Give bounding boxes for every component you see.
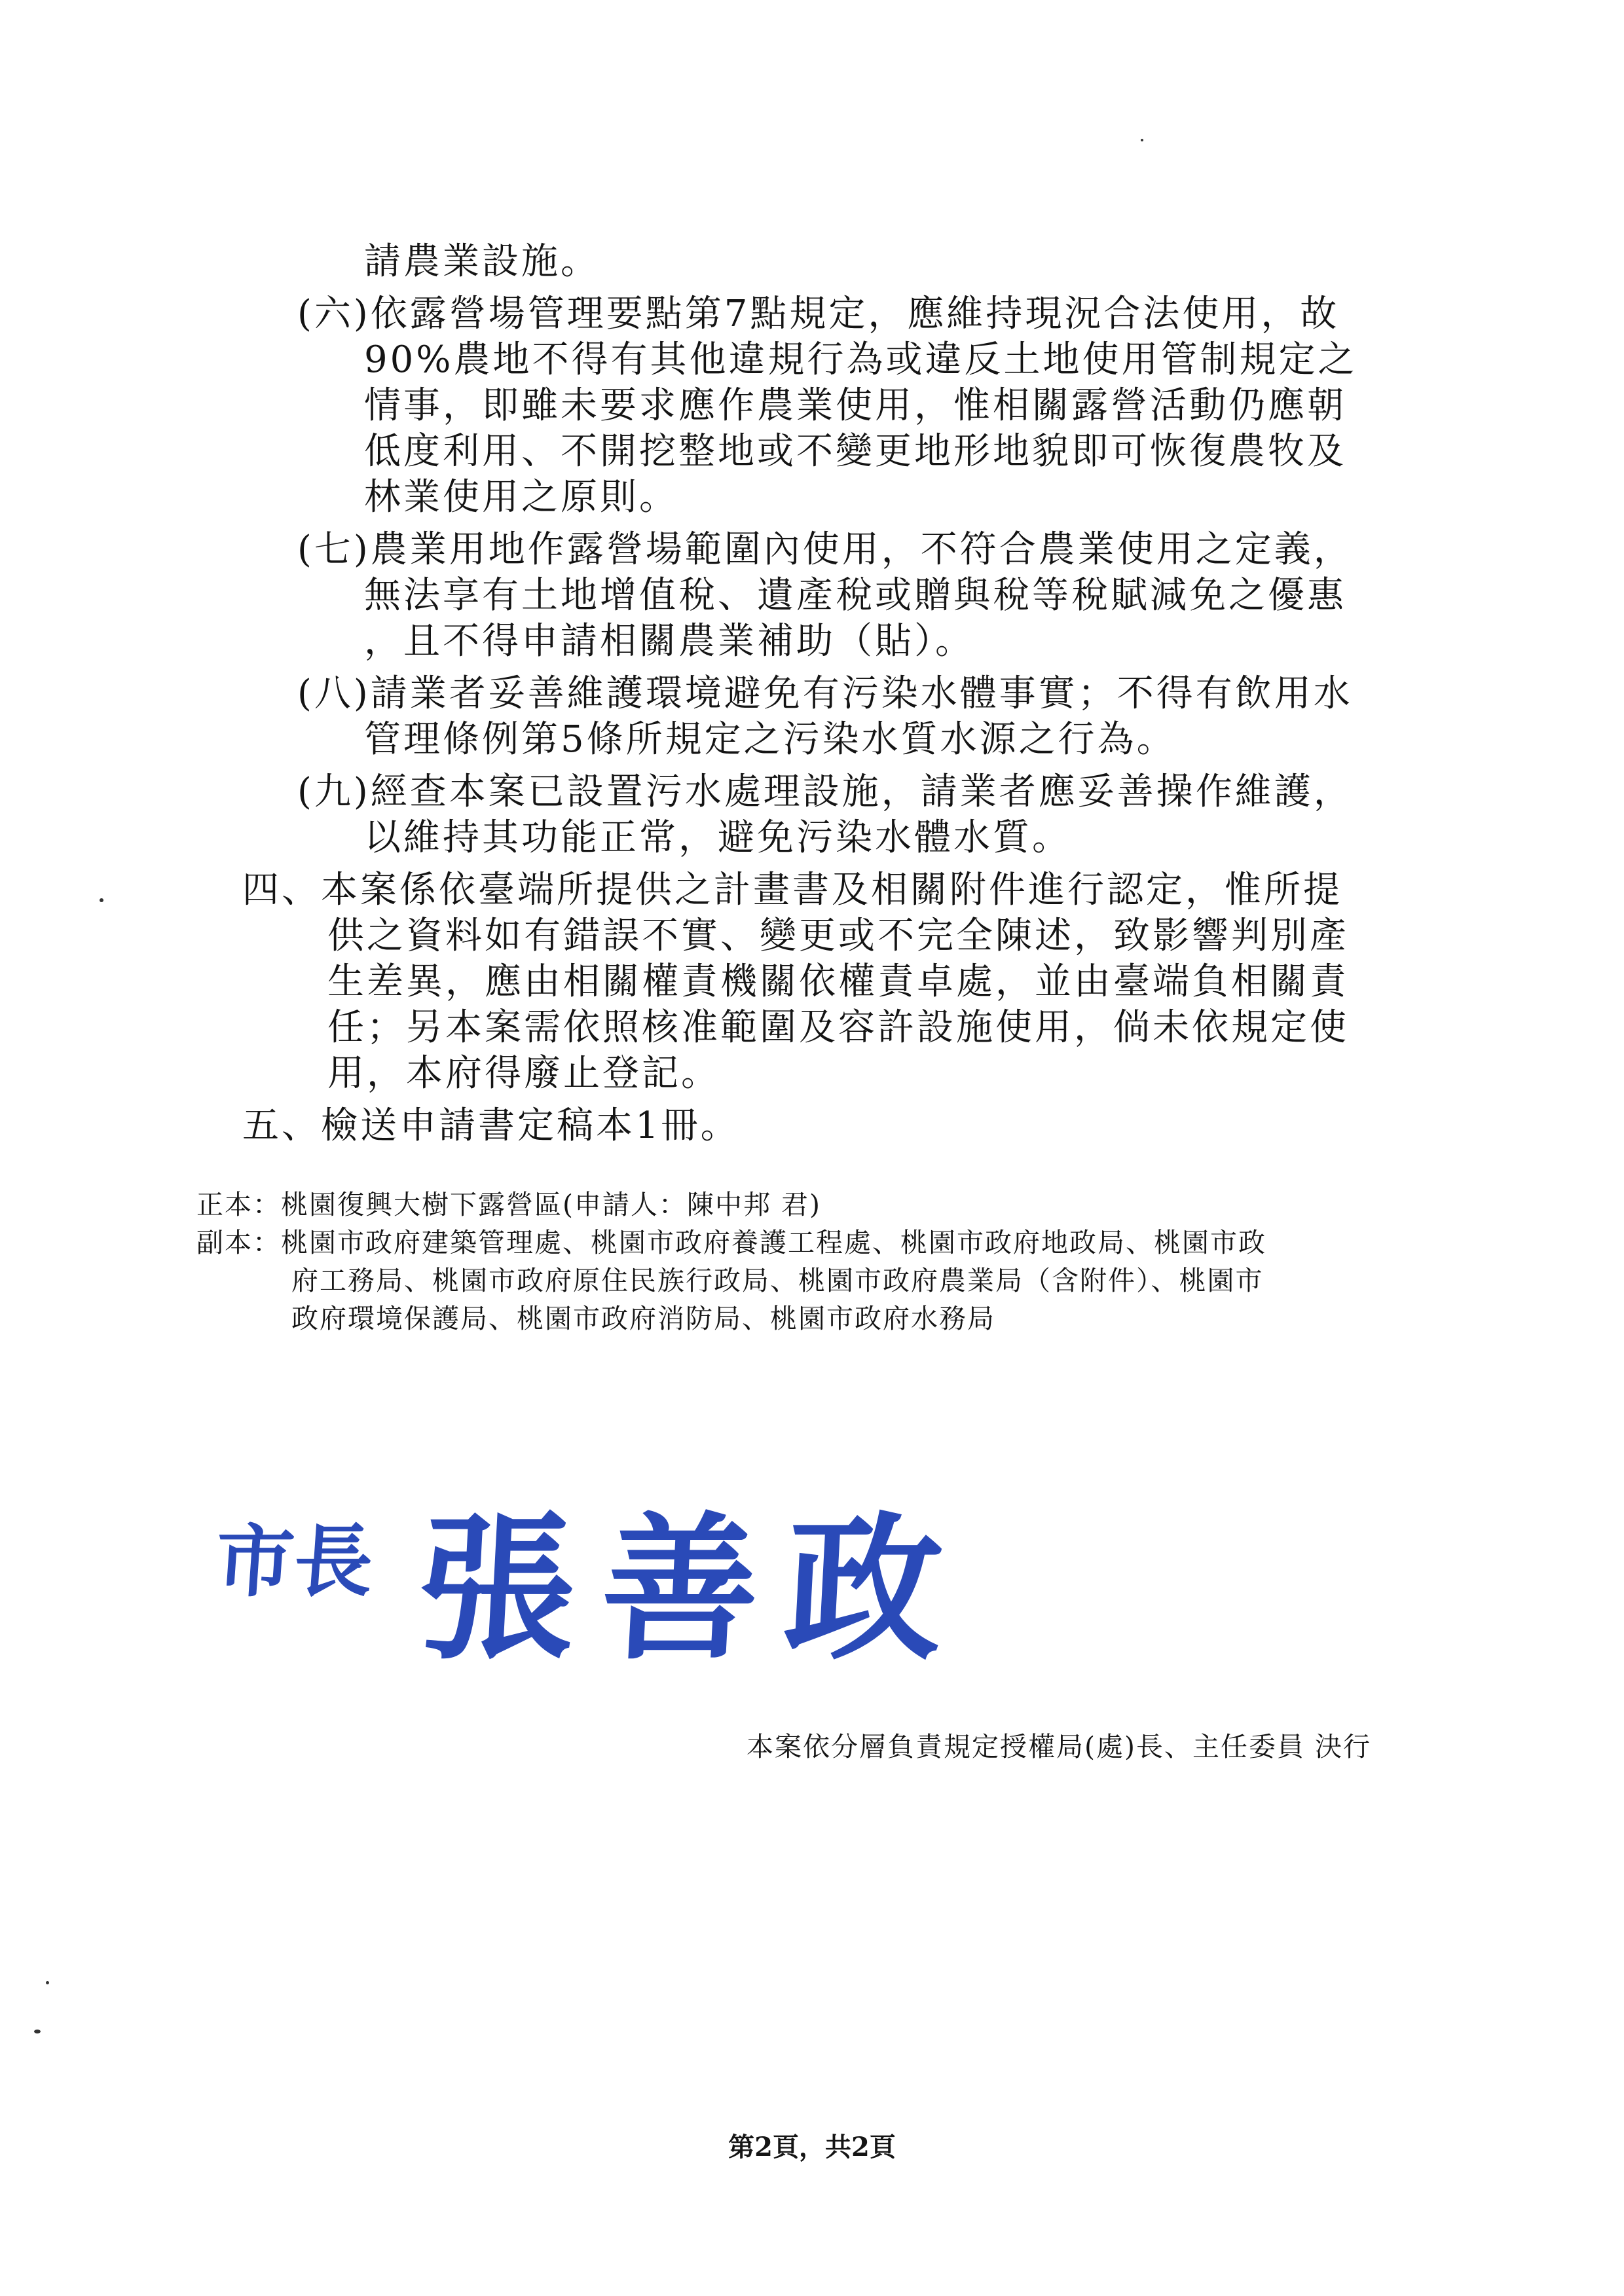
item-four-line-5: 用，本府得廢止登記。 bbox=[327, 1052, 720, 1095]
item-nine-line-1: (九)經查本案已設置污水處理設施，請業者應妥善操作維護， bbox=[297, 771, 1353, 813]
item-four-line-1: 四、本案係依臺端所提供之計畫書及相關附件進行認定，惟所提 bbox=[242, 869, 1342, 911]
page-number: 第2頁，共2頁 bbox=[728, 2132, 896, 2162]
item-seven-line-2: 無法享有土地增值稅、遺產稅或贈與稅等稅賦減免之優惠 bbox=[364, 574, 1346, 617]
item-seven-line-1: (七)農業用地作露營場範圍內使用，不符合農業使用之定義， bbox=[297, 528, 1353, 571]
item-six-line-4: 低度利用、不開挖整地或不變更地形地貌即可恢復農牧及 bbox=[364, 430, 1346, 473]
copy-recipients-line-3: 政府環境保護局、桃園市政府消防局、桃園市政府水務局 bbox=[291, 1303, 995, 1334]
item-eight-line-1: (八)請業者妥善維護環境避免有污染水體事實；不得有飲用水 bbox=[297, 672, 1353, 715]
continuation-line: 請農業設施。 bbox=[364, 240, 600, 283]
item-seven-line-3: ，且不得申請相關農業補助（貼）。 bbox=[364, 620, 974, 663]
copy-recipients-line-1: 副本：桃園市政府建築管理處、桃園市政府養護工程處、桃園市政府地政局、桃園市政 bbox=[196, 1227, 1266, 1258]
item-four-line-2: 供之資料如有錯誤不實、變更或不完全陳述，致影響判別產 bbox=[327, 915, 1349, 957]
scan-speck bbox=[46, 1981, 49, 1984]
signature-name: 張善政 bbox=[413, 1497, 974, 1681]
item-four-line-4: 任；另本案需依照核准範圍及容許設施使用，倘未依規定使 bbox=[327, 1006, 1349, 1049]
item-six-line-5: 林業使用之原則。 bbox=[364, 476, 678, 519]
item-five-line-1: 五、檢送申請書定稿本1冊。 bbox=[242, 1104, 740, 1147]
item-six-line-3: 情事，即雖未要求應作農業使用，惟相關露營活動仍應朝 bbox=[364, 384, 1346, 427]
delegation-note: 本案依分層負責規定授權局(處)長、主任委員 決行 bbox=[747, 1731, 1372, 1762]
copy-recipients-line-2: 府工務局、桃園市政府原住民族行政局、桃園市政府農業局（含附件）、桃園市 bbox=[291, 1265, 1264, 1296]
scan-speck bbox=[100, 898, 103, 902]
item-four-line-3: 生差異，應由相關權責機關依權責卓處，並由臺端負相關責 bbox=[327, 960, 1349, 1003]
item-six-line-2: 90%農地不得有其他違規行為或違反土地使用管制規定之 bbox=[364, 338, 1357, 381]
item-nine-line-2: 以維持其功能正常，避免污染水體水質。 bbox=[364, 816, 1071, 859]
original-recipient: 正本：桃園復興大樹下露營區(申請人：陳中邦 君) bbox=[196, 1189, 822, 1220]
scan-speck bbox=[34, 2030, 41, 2033]
signature-title: 市長 bbox=[212, 1516, 377, 1608]
item-eight-line-2: 管理條例第5條所規定之污染水質水源之行為。 bbox=[364, 718, 1176, 761]
scan-speck bbox=[1141, 139, 1143, 141]
item-six-line-1: (六)依露營場管理要點第7點規定，應維持現況合法使用，故 bbox=[297, 293, 1340, 335]
